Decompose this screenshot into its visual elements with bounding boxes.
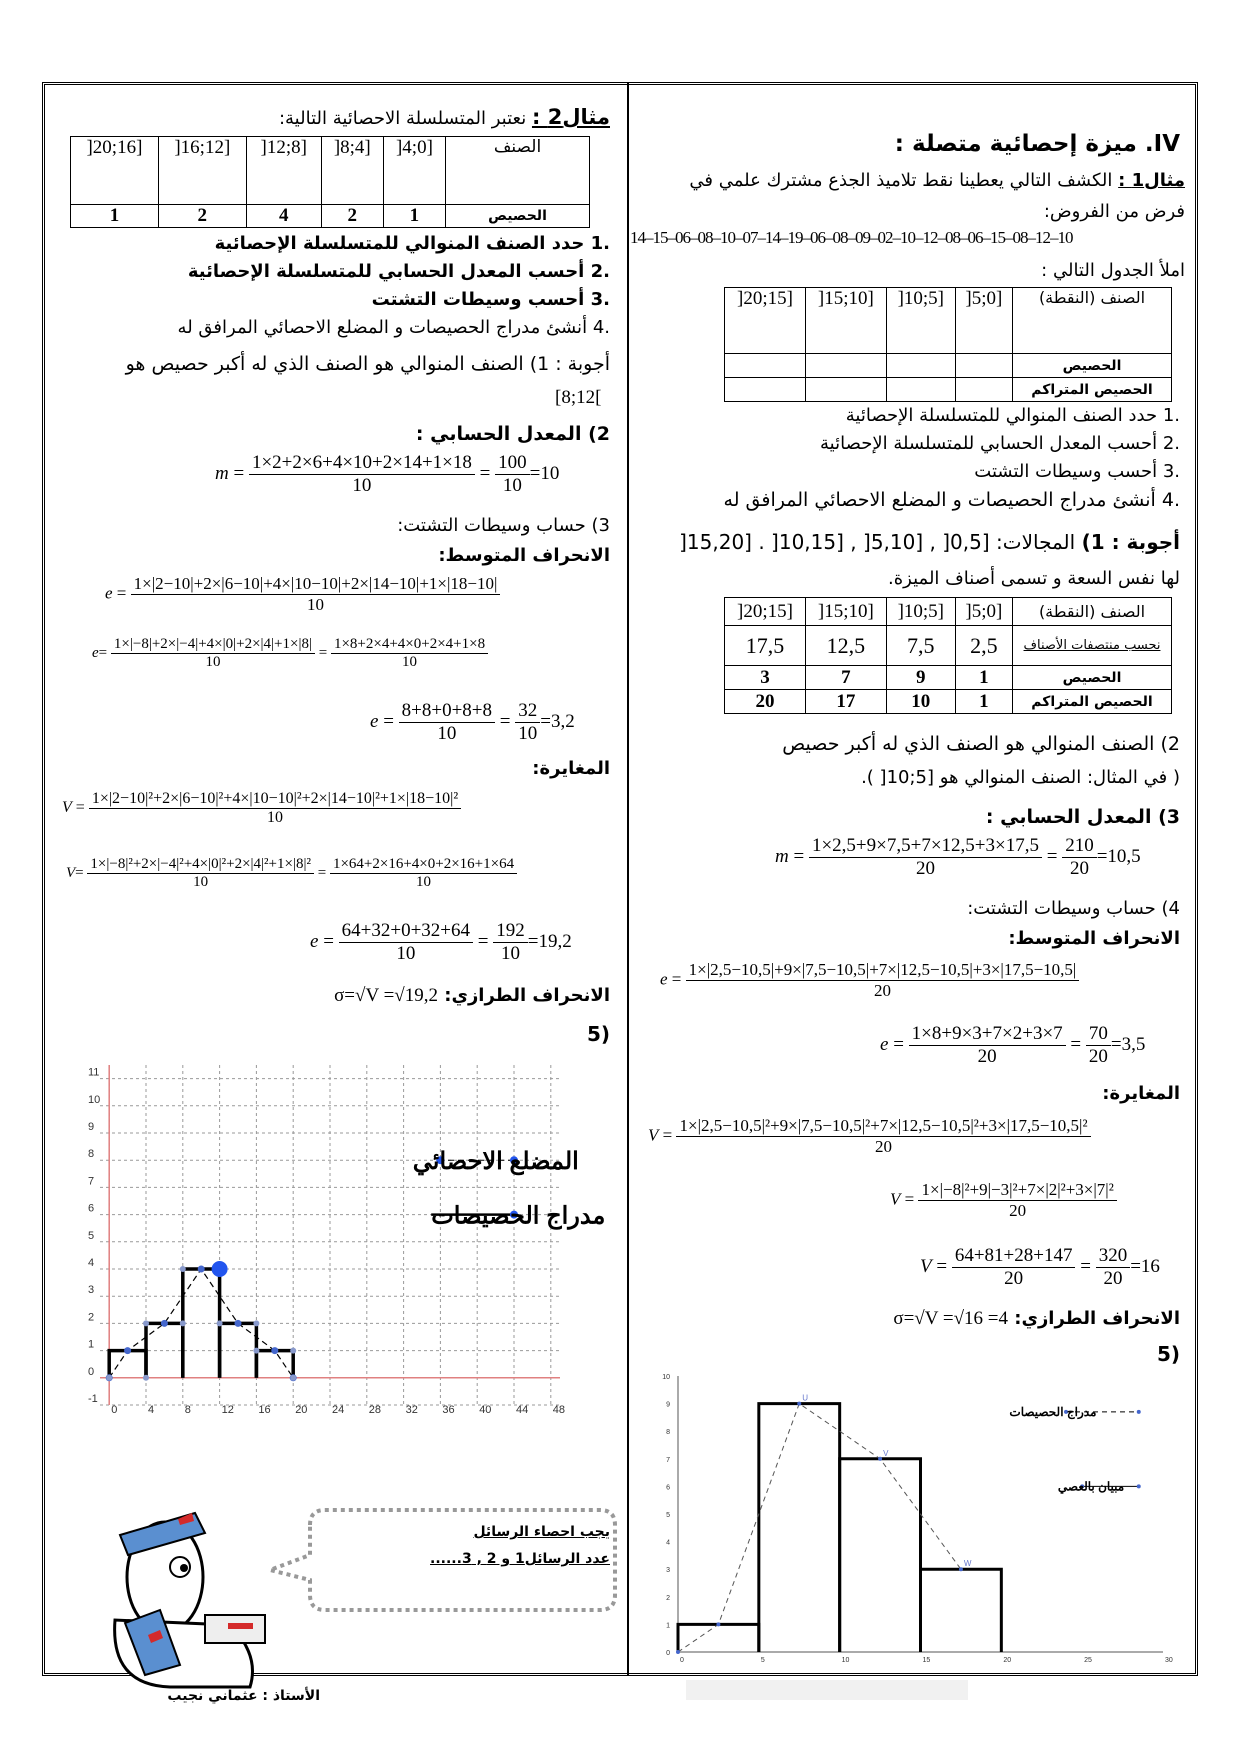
class-cell: [16;20[ bbox=[71, 137, 159, 205]
variance-formula-2: V= $\frac{\text{1×|−8|²+2×|−4|²+4×|0|²+2×|4|²+1×|8|²}}{10}$ = $\frac{1\times 64+2\times 16+4\times 0+2\times 16+1\times 64}{10}$ bbox=[66, 856, 517, 891]
x-tick-label: 15 bbox=[922, 1657, 931, 1664]
mean-title: 2) المعدل الحسابي : bbox=[415, 423, 610, 445]
histogram-bar bbox=[146, 1323, 183, 1377]
class-cell: [10;15[ bbox=[805, 288, 886, 354]
bar-vertex bbox=[253, 1320, 259, 1326]
teacher-name: الأستاذ : عثماني نجيب bbox=[167, 1688, 320, 1704]
y-tick-label: 3 bbox=[88, 1284, 95, 1297]
x-tick-label: 24 bbox=[332, 1404, 345, 1416]
y-tick-label: 7 bbox=[666, 1456, 670, 1464]
x-tick-label: 10 bbox=[841, 1657, 850, 1664]
question-list-1 bbox=[640, 402, 1180, 514]
polygon-point bbox=[124, 1347, 131, 1354]
example2-intro bbox=[55, 103, 610, 133]
question-3: .3 أحسب وسيطات التشتت bbox=[974, 461, 1180, 482]
bar-vertex bbox=[290, 1375, 296, 1381]
question-2: .2 أحسب المعدل الحسابي للمتسلسلة الإحصائية bbox=[820, 433, 1180, 454]
frequency-cell: 7 bbox=[805, 666, 886, 690]
answer-1-class: [8;12[ bbox=[555, 387, 602, 408]
bar-vertex bbox=[290, 1348, 296, 1354]
legend-point bbox=[1137, 1410, 1141, 1414]
bar-vertex bbox=[180, 1320, 186, 1326]
y-tick-label: 10 bbox=[662, 1374, 670, 1381]
center-cell: 17,5 bbox=[725, 626, 806, 666]
cumulative-header: الحصيص المتراكم bbox=[1013, 690, 1172, 714]
sd-line: الانحراف الطرازي: σ=√V =√16 =4 bbox=[893, 1308, 1180, 1329]
x-tick-label: 20 bbox=[295, 1404, 308, 1416]
example2-text: نعتبر المتسلسلة الاحصائية التالية: bbox=[278, 108, 527, 129]
x-tick-label: 30 bbox=[1165, 1657, 1173, 1664]
histogram-chart-left bbox=[75, 1055, 606, 1435]
question-3: .3 أحسب وسيطات التشتت bbox=[371, 289, 610, 310]
x-tick-label: 12 bbox=[221, 1404, 234, 1416]
y-tick-label: 3 bbox=[666, 1567, 670, 1575]
question-list-2 bbox=[55, 230, 610, 342]
mad-formula-3: e = $\frac{8+8+0+8+8}{10}$ = $\frac{32}{10}$ =3,2 bbox=[370, 700, 575, 744]
sd-formula: σ=√V =√19,2 bbox=[334, 985, 438, 1006]
x-tick-label: 5 bbox=[760, 1657, 765, 1664]
bubble-line-2: عدد الرسائل1 و 2 , 3...... bbox=[430, 1551, 610, 1567]
question-4: .4 أنشئ مدراج الحصيصات و المضلع الاحصائي المرافق له bbox=[723, 489, 1180, 511]
polygon-point bbox=[235, 1320, 242, 1327]
y-tick-label: 2 bbox=[88, 1311, 95, 1324]
histogram-chart-right bbox=[650, 1370, 1190, 1670]
y-tick-label: 6 bbox=[666, 1484, 670, 1492]
point-label: W bbox=[963, 1559, 972, 1569]
center-cell: 12,5 bbox=[805, 626, 886, 666]
answers-intro bbox=[640, 528, 1180, 556]
bar-vertex bbox=[143, 1375, 149, 1381]
example2-table bbox=[70, 136, 590, 228]
histogram-bar bbox=[921, 1569, 1002, 1652]
cumulative-cell: 20 bbox=[725, 690, 806, 714]
highlight-point bbox=[212, 1261, 228, 1277]
mad-formula-1: e = $\frac{1\times|2-10|+2\times|6-10|+4\times|10-10|+2\times|14-10|+1\times|18-10|}{10}$ bbox=[105, 574, 500, 615]
frequency-cell: 1 bbox=[71, 205, 159, 228]
y-tick-label: 1 bbox=[88, 1338, 95, 1351]
example1-intro bbox=[640, 167, 1185, 195]
data-table-filled bbox=[724, 597, 1172, 714]
bar-vertex bbox=[180, 1266, 186, 1272]
class-cell: [0;5[ bbox=[955, 288, 1012, 354]
class-cell: [8;12[ bbox=[246, 137, 321, 205]
data-table-empty bbox=[724, 287, 1172, 402]
class-cell: [0;5[ bbox=[955, 598, 1012, 626]
y-tick-label: 8 bbox=[666, 1429, 670, 1437]
polygon-point bbox=[271, 1347, 278, 1354]
class-cell: [12;16[ bbox=[158, 137, 246, 205]
example1-text: الكشف التالي يعطينا نقط تلاميذ الجذع مشترك علمي في bbox=[689, 170, 1113, 191]
histogram-bar bbox=[759, 1404, 840, 1652]
polygon-point bbox=[198, 1266, 205, 1273]
class-cell: [10;15[ bbox=[805, 598, 886, 626]
mad-title: الانحراف المتوسط: bbox=[438, 545, 610, 566]
x-tick-label: 16 bbox=[258, 1404, 271, 1416]
cumulative-cell: 10 bbox=[886, 690, 955, 714]
y-tick-label: 2 bbox=[666, 1594, 670, 1602]
frequency-header: الحصيص bbox=[1013, 354, 1172, 378]
example1-label: مثال1 : bbox=[1118, 170, 1185, 191]
frequency-header: الحصيص bbox=[446, 205, 590, 228]
variance-title: المغايرة: bbox=[1102, 1083, 1180, 1104]
x-tick-label: 48 bbox=[552, 1404, 566, 1416]
x-tick-label: 28 bbox=[368, 1404, 382, 1416]
mean-formula: m = $\frac{1\times 2,5+9\times 7,5+7\times 12,5+3\times 17,5}{20}$ = $\frac{210}{20}$ =10,5 bbox=[775, 835, 1141, 879]
frequency-cell: 9 bbox=[886, 666, 955, 690]
question-1: .1 حدد الصنف المنوالي للمتسلسلة الإحصائية bbox=[214, 233, 610, 254]
class-header: الصنف bbox=[446, 137, 590, 205]
center-cell: 7,5 bbox=[886, 626, 955, 666]
mean-formula: m = $\frac{1\times 2+2\times 6+4\times 10+2\times 14+1\times 18}{10}$ = $\frac{100}{10}$ =10 bbox=[215, 452, 560, 496]
answer-intervals: المجالات: [0,5[ , [5,10[ , [10,15[ . [15,20[ bbox=[679, 530, 1076, 554]
bar-vertex bbox=[106, 1375, 112, 1381]
same-width-note: لها نفس السعة و تسمى أصناف الميزة. bbox=[888, 568, 1180, 589]
legend-hist-label: مدراج الحصيصات bbox=[1009, 1404, 1097, 1419]
y-tick-label: 0 bbox=[666, 1650, 670, 1657]
x-tick-label: 36 bbox=[442, 1404, 455, 1416]
mean-title: 3) المعدل الحسابي : bbox=[985, 806, 1180, 828]
polygon-point bbox=[959, 1567, 963, 1571]
class-header: الصنف (النقطة) bbox=[1013, 598, 1172, 626]
y-tick-label: 8 bbox=[88, 1148, 95, 1161]
sd-line: الانحراف الطرازي: σ=√V =√19,2 bbox=[334, 985, 610, 1006]
column-divider bbox=[627, 82, 629, 1676]
legend-poly-label: المضلع الاحصائي bbox=[412, 1148, 579, 1176]
y-tick-label: 7 bbox=[88, 1175, 95, 1188]
histogram-bar bbox=[256, 1351, 293, 1378]
dispersion-title: 3) حساب وسيطات التشتت: bbox=[397, 515, 610, 536]
y-tick-label: 5 bbox=[666, 1512, 670, 1519]
frequency-cell: 4 bbox=[246, 205, 321, 228]
y-tick-label: 9 bbox=[88, 1121, 95, 1133]
histogram-bar bbox=[109, 1351, 146, 1378]
mad-formula-2: e= $\frac{1\times|-8|+2\times|-4|+4\times|0|+2\times|4|+1\times|8|}{10}$ = $\frac{1\times 8+2\times 4+4\times 0+2\times 4+1\times 8}{10}$ bbox=[92, 636, 488, 671]
dispersion-title: 4) حساب وسيطات التشتت: bbox=[967, 898, 1180, 919]
class-cell: [15;20[ bbox=[725, 288, 806, 354]
polygon-point bbox=[878, 1457, 882, 1461]
variance-formula-3: e = $\frac{64+32+0+32+64}{10}$ = $\frac{192}{10}$ =19,2 bbox=[310, 920, 572, 964]
question-4: .4 أنشئ مدراج الحصيصات و المضلع الاحصائي المرافق له bbox=[177, 317, 610, 338]
x-tick-label: 0 bbox=[111, 1404, 118, 1416]
answer-1: أجوبة : 1) الصنف المنوالي هو الصنف الذي له أكبر حصيص هو bbox=[125, 353, 610, 375]
mad-title: الانحراف المتوسط: bbox=[1008, 928, 1180, 949]
example1-text2: فرض من الفروض: bbox=[1043, 201, 1185, 222]
variance-formula-1: V = $\frac{\text{1×|2−10|²+2×|6−10|²+4×|10−10|²+2×|14−10|²+1×|18−10|²}}{10}$ bbox=[62, 790, 461, 827]
bar-vertex bbox=[217, 1320, 223, 1326]
variance-title: المغايرة: bbox=[532, 758, 610, 779]
frequency-header: الحصيص bbox=[1013, 666, 1172, 690]
x-tick-label: 0 bbox=[680, 1657, 684, 1664]
scores-list: 14–15–06–08–10–07–14–19–06–08–09–02–10–12–08–06–15–08–12–10 bbox=[630, 228, 1073, 247]
legend-poly-label: مبيان بالعصي bbox=[1057, 1479, 1125, 1494]
frequency-cell: 1 bbox=[383, 205, 445, 228]
legend-hist-label: مدراج الحصيصات bbox=[431, 1202, 606, 1230]
mad-formula-2: e = $\frac{1\times 8+9\times 3+7\times 2+3\times 7}{20}$ = $\frac{70}{20}$ =3,5 bbox=[880, 1023, 1146, 1067]
x-tick-label: 20 bbox=[1003, 1657, 1012, 1664]
answer-5: (5 bbox=[586, 1022, 610, 1046]
cumulative-cell: 1 bbox=[955, 690, 1012, 714]
frequency-cell: 2 bbox=[321, 205, 383, 228]
y-tick-label: 4 bbox=[88, 1257, 95, 1269]
cumulative-cell: 17 bbox=[805, 690, 886, 714]
frequency-cell: 1 bbox=[955, 666, 1012, 690]
y-tick-label: 6 bbox=[88, 1202, 95, 1215]
histogram-bar bbox=[840, 1459, 921, 1652]
section-title: IV. ميزة إحصائية متصلة : bbox=[894, 131, 1180, 157]
cumulative-header: الحصيص المتراكم bbox=[1013, 378, 1172, 402]
y-tick-label: -1 bbox=[88, 1393, 98, 1405]
class-cell: [5;10[ bbox=[886, 288, 955, 354]
y-tick-label: 1 bbox=[666, 1622, 670, 1630]
frequency-cell: 3 bbox=[725, 666, 806, 690]
y-tick-label: 10 bbox=[88, 1093, 101, 1106]
y-tick-label: 5 bbox=[88, 1229, 95, 1242]
histogram-bar bbox=[678, 1624, 759, 1652]
x-tick-label: 32 bbox=[405, 1404, 418, 1416]
bar-vertex bbox=[143, 1320, 149, 1326]
x-tick-label: 40 bbox=[479, 1404, 492, 1416]
polygon-point bbox=[161, 1320, 168, 1327]
x-tick-label: 4 bbox=[148, 1404, 155, 1416]
question-2: .2 أحسب المعدل الحسابي للمتسلسلة الإحصائية bbox=[187, 261, 610, 282]
point-label: V bbox=[883, 1448, 889, 1458]
point-label: U bbox=[802, 1393, 809, 1403]
y-tick-label: 0 bbox=[88, 1365, 95, 1378]
gray-footer-bar bbox=[686, 1680, 968, 1700]
class-cell: [4;8[ bbox=[321, 137, 383, 205]
x-tick-label: 8 bbox=[184, 1404, 191, 1416]
answer-2: 2) الصنف المنوالي هو الصنف الذي له أكبر حصيص bbox=[782, 733, 1180, 755]
fill-table-instruction: املأ الجدول التالي : bbox=[1041, 260, 1185, 281]
variance-formula-2: V = $\frac{\text{1×|−8|²+9|−3|²+7×|2|²+3×|7|²}}{20}$ bbox=[890, 1180, 1117, 1221]
polygon-point bbox=[676, 1650, 680, 1654]
center-cell: 2,5 bbox=[955, 626, 1012, 666]
y-tick-label: 4 bbox=[666, 1539, 670, 1547]
question-1: .1 حدد الصنف المنوالي للمتسلسلة الإحصائية bbox=[845, 405, 1180, 426]
legend-point bbox=[1137, 1484, 1141, 1488]
y-tick-label: 11 bbox=[88, 1066, 100, 1079]
frequency-cell: 2 bbox=[158, 205, 246, 228]
bar-vertex bbox=[253, 1348, 259, 1354]
polygon-point bbox=[716, 1622, 720, 1626]
bubble-line-1: يجب احصاء الرسائل bbox=[473, 1524, 610, 1540]
sd-formula: σ=√V =√16 =4 bbox=[893, 1308, 1008, 1329]
class-cell: [0;4[ bbox=[383, 137, 445, 205]
variance-formula-1: V = $\frac{\text{1×|2,5−10,5|²+9×|7,5−10,5|²+7×|12,5−10,5|²+3×|17,5−10,5|²}}{20}$ bbox=[648, 1116, 1091, 1157]
mad-formula-1: e = $\frac{1\times|2,5-10,5|+9\times|7,5-10,5|+7\times|12,5-10,5|+3\times|17,5-10,5|}{20}$ bbox=[660, 960, 1079, 1001]
class-header: الصنف (النقطة) bbox=[1013, 288, 1172, 354]
x-tick-label: 25 bbox=[1084, 1657, 1092, 1664]
variance-formula-3: V = $\frac{64+81+28+147}{20}$ = $\frac{320}{20}$ =16 bbox=[920, 1245, 1160, 1289]
answer-label: أجوبة : 1) bbox=[1081, 530, 1180, 554]
class-cell: [15;20[ bbox=[725, 598, 806, 626]
x-tick-label: 44 bbox=[516, 1404, 529, 1416]
answer-5: (5 bbox=[1156, 1342, 1180, 1366]
y-tick-label: 9 bbox=[666, 1401, 670, 1409]
polygon-point bbox=[797, 1402, 801, 1406]
frequency-polygon bbox=[678, 1404, 961, 1652]
center-header: نحسب منتصفات الأصناف bbox=[1013, 626, 1172, 666]
class-cell: [5;10[ bbox=[886, 598, 955, 626]
answer-2-example: ( في المثال: الصنف المنوالي هو [5;10[ ). bbox=[861, 767, 1180, 788]
example2-label: مثال2 : bbox=[531, 105, 610, 129]
